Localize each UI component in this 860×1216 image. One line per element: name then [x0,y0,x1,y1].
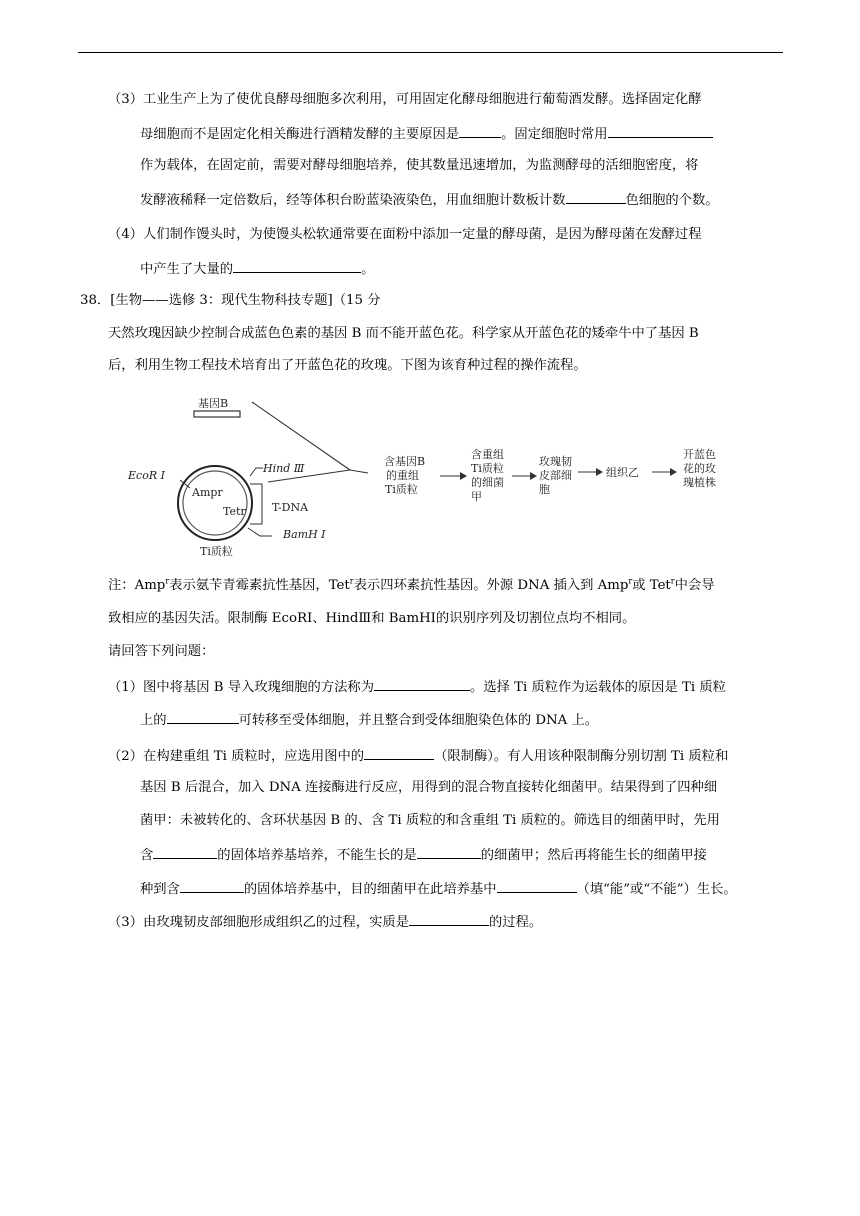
q38-q2-line5: 种到含 的固体培养基中，目的细菌甲在此培养基中 （填“能”或“不能”）生长。 [140,878,737,900]
q38-q2-line2: 基因 B 后混合，加入 DNA 连接酶进行反应，用得到的混合物直接转化细菌甲。结果得到了四种细 [140,780,718,795]
answer-blank[interactable] [497,878,577,893]
answer-blank[interactable] [364,745,434,760]
hind-site-mark [250,468,263,476]
arrow-3-head [596,468,603,476]
answer-blank[interactable] [409,911,489,926]
step2-line1: 含重组 [471,448,504,461]
gene-b-fragment [194,411,240,417]
q37-p4-line2: 中产生了大量的 。 [140,258,374,280]
tdna-label: T-DNA [272,501,309,514]
q38-intro-line1: 天然玫瑰因缺少控制合成蓝色色素的基因 B 而不能开蓝色花。科学家从开蓝色花的矮牵牛中了基因 B [108,326,699,341]
answer-blank[interactable] [566,189,626,204]
step1-line1: 含基因B [384,455,426,468]
q38-ask: 请回答下列问题： [108,644,215,659]
q37-p3-line1: （3）工业生产上为了使优良酵母细胞多次利用，可用固定化酵母细胞进行葡萄酒发酵。选择固定化酵 [108,92,702,107]
answer-blank[interactable] [153,844,217,859]
step2-line3: 的细菌 [471,476,504,489]
step5-line1: 开蓝色 [683,448,716,461]
q38-note-line2: 致相应的基因失活。限制酶 EcoRⅠ、HindⅢ和 BamHⅠ的识别序列及切割位点均不相同。 [108,611,636,626]
q37-p4-line1: （4）人们制作馒头时，为使馒头松软通常要在面粉中添加一定量的酵母菌，是因为酵母菌在发酵过程 [108,227,702,242]
answer-blank[interactable] [417,844,481,859]
tet-gene-label: Tetr [223,505,246,518]
q38-q2-line4: 含 的固体培养基培养，不能生长的是 的细菌甲；然后再将能生长的细菌甲接 [140,844,707,866]
q37-p3-line4: 发酵液稀释一定倍数后，经等体积台盼蓝染液染色，用血细胞计数板计数 色细胞的个数。 [140,189,719,211]
ti-plasmid-outer-ring [178,466,252,540]
q38-q2-line1: （2）在构建重组 Ti 质粒时，应选用图中的 （限制酶）。有人用该种限制酶分别切割 Ti 质粒和 [108,745,728,767]
q38-note-line1: 注：Amp$^r$表示氨苄青霉素抗性基因，Tet$^r$表示四环素抗性基因。外源 DNA 插入到 Amp$^r$或 Tet$^r$中会导 [108,576,715,593]
step1-line3: Ti质粒 [385,483,418,496]
gene-b-label: 基因B [198,397,229,410]
answer-blank[interactable] [374,676,470,691]
q37-p3-line2: 母细胞而不是固定化相关酶进行酒精发酵的主要原因是 。固定细胞时常用 [140,123,713,145]
answer-blank[interactable] [608,123,713,138]
hind-label: Hind Ⅲ [263,462,305,475]
q38-q3-line1: （3）由玫瑰韧皮部细胞形成组织乙的过程，实质是 的过程。 [108,911,542,933]
answer-blank[interactable] [459,123,501,138]
step3-line1: 玫瑰韧 [539,455,572,468]
q38-q2-line3: 菌甲：未被转化的、含环状基因 B 的、含 Ti 质粒的和含重组 Ti 质粒的。筛选目的细菌甲时，先用 [140,813,720,828]
step4-label: 组织乙 [606,466,639,479]
q38-q1-line1: （1）图中将基因 B 导入玫瑰细胞的方法称为 。选择 Ti 质粒作为运载体的原因是 Ti 质粒 [108,676,726,698]
header-rule [78,52,783,53]
answer-blank[interactable] [167,709,239,724]
step2-line4: 甲 [471,490,482,503]
amp-gene-label: Ampr [192,486,223,499]
q38-q1-line2: 上的 可转移至受体细胞，并且整合到受体细胞染色体的 DNA 上。 [140,709,598,731]
bamh-site-mark [248,528,272,536]
arrow-4-head [670,468,677,476]
arrow-1-head [460,472,467,480]
ti-plasmid-label: Ti质粒 [200,545,233,558]
step3-line2: 皮部细 [539,469,572,482]
q38-header: 38．[生物——选修 3：现代生物科技专题]（15 分 [80,293,381,308]
q38-intro-line2: 后，利用生物工程技术培育出了开蓝色花的玫瑰。下图为该育种过程的操作流程。 [108,358,587,373]
step5-line3: 瑰植株 [683,476,716,489]
step5-line2: 花的玫 [683,462,716,475]
bamh-label: BamH Ⅰ [283,528,326,541]
answer-blank[interactable] [233,258,361,273]
q37-p3-line3: 作为载体，在固定前，需要对酵母细胞培养，使其数量迅速增加，为监测酵母的活细胞密度，将 [140,158,699,173]
arrow-2-head [530,472,537,480]
breeding-flow-diagram [120,388,740,563]
ecor-label: EcoR Ⅰ [128,469,165,482]
merge-line [350,470,368,473]
step3-line3: 胞 [539,483,550,496]
answer-blank[interactable] [180,878,244,893]
gene-b-line [252,402,350,470]
step2-line2: Ti质粒 [471,462,504,475]
step1-line2: 的重组 [386,469,419,482]
ti-plasmid-inner-ring [183,471,247,535]
